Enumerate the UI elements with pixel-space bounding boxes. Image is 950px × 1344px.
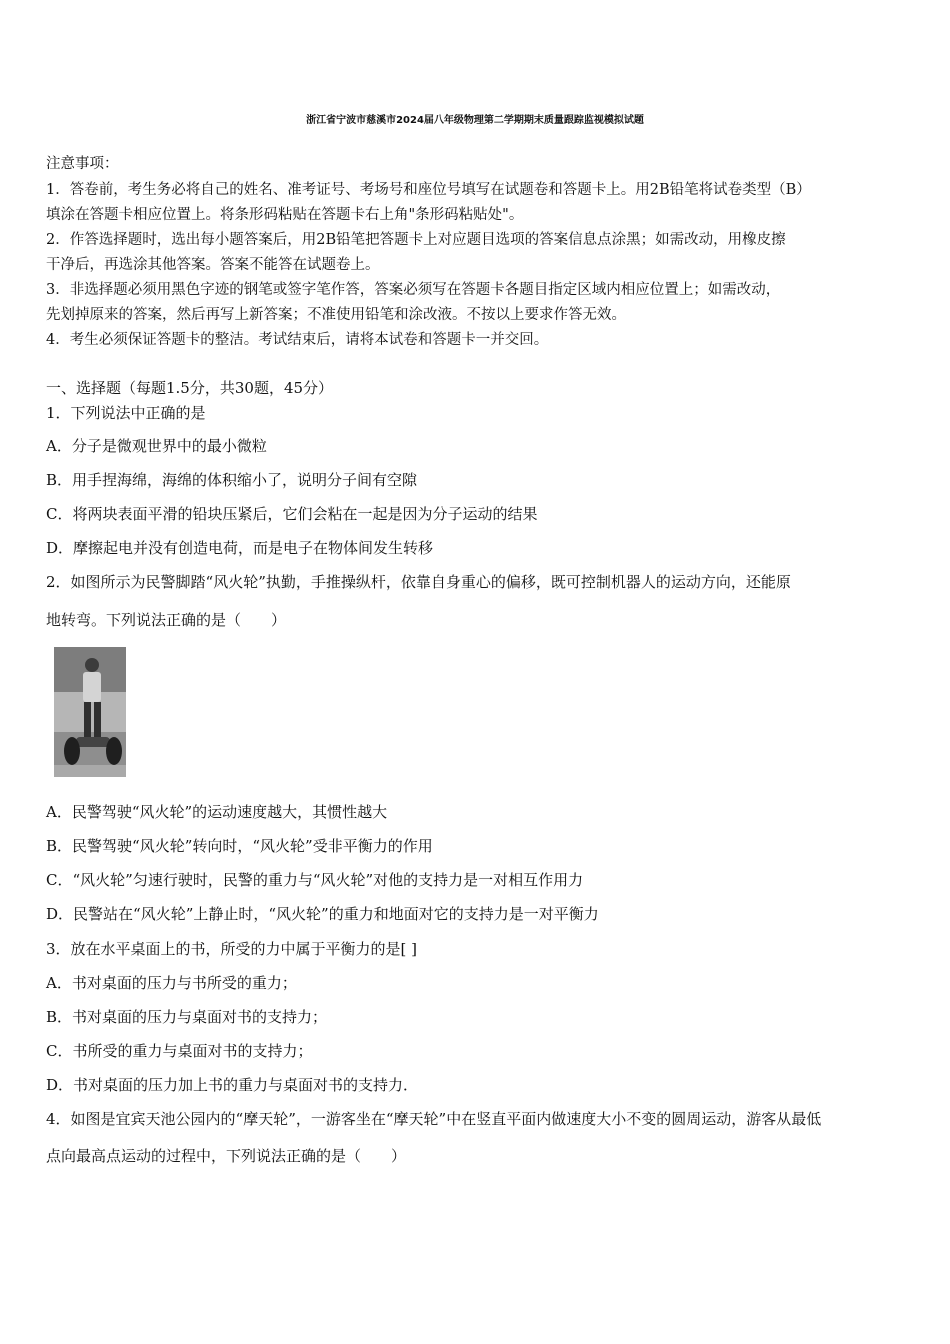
question-3-stem: 3．放在水平桌面上的书，所受的力中属于平衡力的是[ ] bbox=[46, 940, 418, 958]
question-3-option-b: B．书对桌面的压力与桌面对书的支持力； bbox=[46, 1008, 328, 1026]
question-4-stem: 4．如图是宜宾天池公园内的“摩天轮”，一游客坐在“摩天轮”中在竖直平面内做速度大小不变的圆周运动，游客从最低 bbox=[46, 1110, 822, 1128]
police-segway-photo bbox=[54, 647, 126, 777]
question-4-stem: 点向最高点运动的过程中，下列说法正确的是（ ） bbox=[46, 1147, 407, 1165]
question-2-option-a: A．民警驾驶“风火轮”的运动速度越大，其惯性越大 bbox=[46, 803, 388, 821]
notice-line: 4．考生必须保证答题卡的整洁。考试结束后，请将本试卷和答题卡一并交回。 bbox=[46, 332, 549, 348]
page-title: 浙江省宁波市慈溪市2024届八年级物理第二学期期末质量跟踪监视模拟试题 bbox=[306, 115, 644, 126]
notice-line: 干净后，再选涂其他答案。答案不能答在试题卷上。 bbox=[46, 257, 380, 273]
notice-line: 3．非选择题必须用黑色字迹的钢笔或签字笔作答，答案必须写在答题卡各题目指定区域内相应位置上；如需改动， bbox=[46, 282, 781, 298]
question-3-option-a: A．书对桌面的压力与书所受的重力； bbox=[46, 974, 297, 992]
section-heading: 一、选择题（每题1.5分，共30题，45分） bbox=[46, 379, 334, 397]
question-3-option-c: C．书所受的重力与桌面对书的支持力； bbox=[46, 1042, 313, 1060]
question-1-option-c: C．将两块表面平滑的铅块压紧后，它们会粘在一起是因为分子运动的结果 bbox=[46, 505, 538, 523]
question-1-option-b: B．用手捏海绵，海绵的体积缩小了，说明分子间有空隙 bbox=[46, 471, 418, 489]
question-1-option-a: A．分子是微观世界中的最小微粒 bbox=[46, 437, 267, 455]
notice-line: 先划掉原来的答案，然后再写上新答案；不准使用铅笔和涂改液。不按以上要求作答无效。 bbox=[46, 307, 626, 323]
notice-line: 1．答卷前，考生务必将自己的姓名、准考证号、考场号和座位号填写在试题卷和答题卡上。用2B铅笔将试卷类型（B） bbox=[46, 182, 811, 198]
question-2-stem: 地转弯。下列说法正确的是（ ） bbox=[46, 611, 287, 629]
notice-line: 填涂在答题卡相应位置上。将条形码粘贴在答题卡右上角"条形码粘贴处"。 bbox=[46, 207, 524, 223]
question-2-option-d: D．民警站在“风火轮”上静止时，“风火轮”的重力和地面对它的支持力是一对平衡力 bbox=[46, 905, 599, 923]
notice-heading: 注意事项： bbox=[46, 156, 119, 172]
question-2-option-c: C．“风火轮”匀速行驶时，民警的重力与“风火轮”对他的支持力是一对相互作用力 bbox=[46, 871, 584, 889]
question-2-option-b: B．民警驾驶“风火轮”转向时，“风火轮”受非平衡力的作用 bbox=[46, 837, 433, 855]
question-1-option-d: D．摩擦起电并没有创造电荷，而是电子在物体间发生转移 bbox=[46, 539, 434, 557]
question-1-stem: 1．下列说法中正确的是 bbox=[46, 404, 206, 422]
question-2-stem: 2．如图所示为民警脚踏“风火轮”执勤，手推操纵杆，依靠自身重心的偏移，既可控制机器人的运动方向，还能原 bbox=[46, 573, 791, 591]
notice-line: 2．作答选择题时，选出每小题答案后，用2B铅笔把答题卡上对应题目选项的答案信息点涂黑；如需改动，用橡皮擦 bbox=[46, 232, 786, 248]
question-3-option-d: D．书对桌面的压力加上书的重力与桌面对书的支持力． bbox=[46, 1076, 419, 1094]
